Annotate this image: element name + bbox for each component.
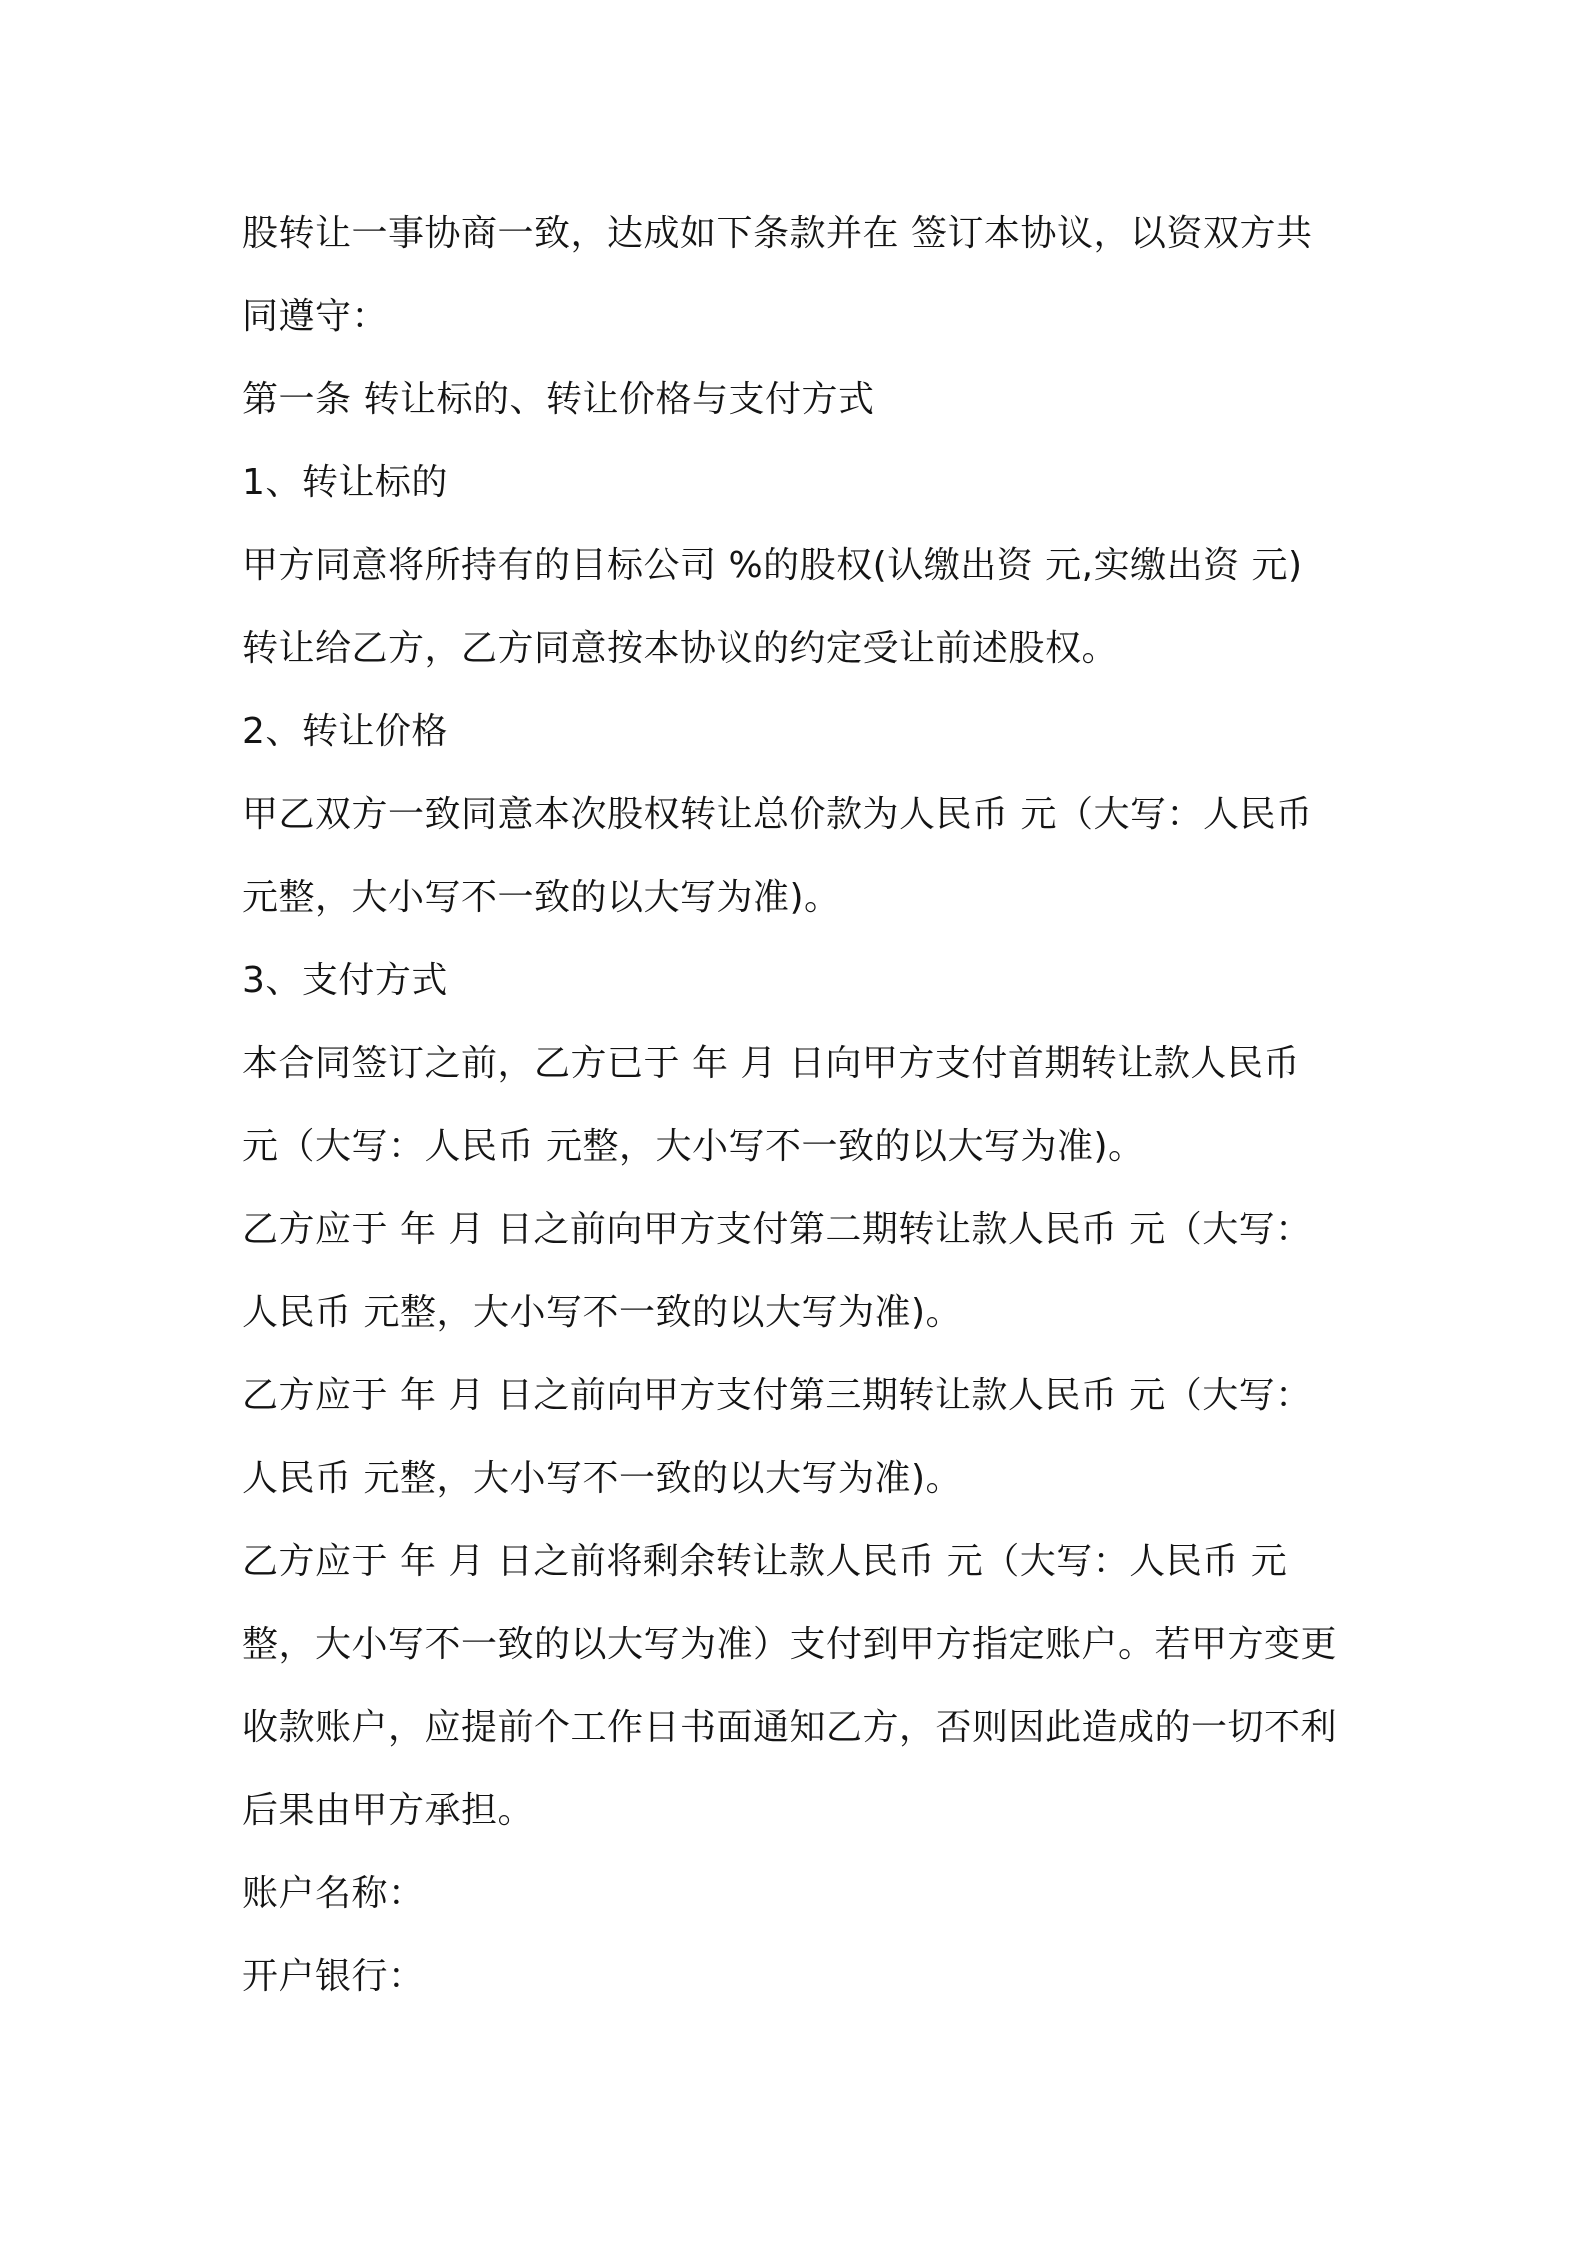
text-line: 乙方应于 年 月 日之前向甲方支付第三期转让款人民币 元（大写： <box>242 1375 1312 1416</box>
text-line: 本合同签订之前，乙方已于 年 月 日向甲方支付首期转让款人民币 <box>242 1043 1300 1084</box>
text-line: 乙方应于 年 月 日之前将剩余转让款人民币 元（大写：人民币 元 <box>242 1541 1288 1582</box>
section-heading: 3、支付方式 <box>242 960 448 1001</box>
section-heading: 1、转让标的 <box>242 462 448 503</box>
account-name-label: 账户名称： <box>242 1873 425 1914</box>
article-heading: 第一条 转让标的、转让价格与支付方式 <box>242 379 875 420</box>
text-line: 收款账户，应提前个工作日书面通知乙方，否则因此造成的一切不利 <box>242 1707 1338 1748</box>
section-heading: 2、转让价格 <box>242 711 448 752</box>
text-line: 人民币 元整，大小写不一致的以大写为准)。 <box>242 1292 962 1333</box>
text-line: 甲方同意将所持有的目标公司 %的股权(认缴出资 元,实缴出资 元) <box>242 545 1303 586</box>
text-line: 整，大小写不一致的以大写为准）支付到甲方指定账户。若甲方变更 <box>242 1624 1338 1665</box>
text-line: 后果由甲方承担。 <box>242 1790 535 1831</box>
text-line: 股转让一事协商一致，达成如下条款并在 签订本协议，以资双方共 <box>242 213 1313 254</box>
text-line: 乙方应于 年 月 日之前向甲方支付第二期转让款人民币 元（大写： <box>242 1209 1312 1250</box>
bank-name-label: 开户银行： <box>242 1956 425 1997</box>
text-line: 同遵守： <box>242 296 389 337</box>
text-line: 元（大写：人民币 元整，大小写不一致的以大写为准)。 <box>242 1126 1145 1167</box>
text-line: 甲乙双方一致同意本次股权转让总价款为人民币 元（大写：人民币 <box>242 794 1313 835</box>
text-line: 转让给乙方，乙方同意按本协议的约定受让前述股权。 <box>242 628 1119 669</box>
text-line: 元整，大小写不一致的以大写为准)。 <box>242 877 841 918</box>
text-line: 人民币 元整，大小写不一致的以大写为准)。 <box>242 1458 962 1499</box>
document-body <box>242 192 1362 2018</box>
